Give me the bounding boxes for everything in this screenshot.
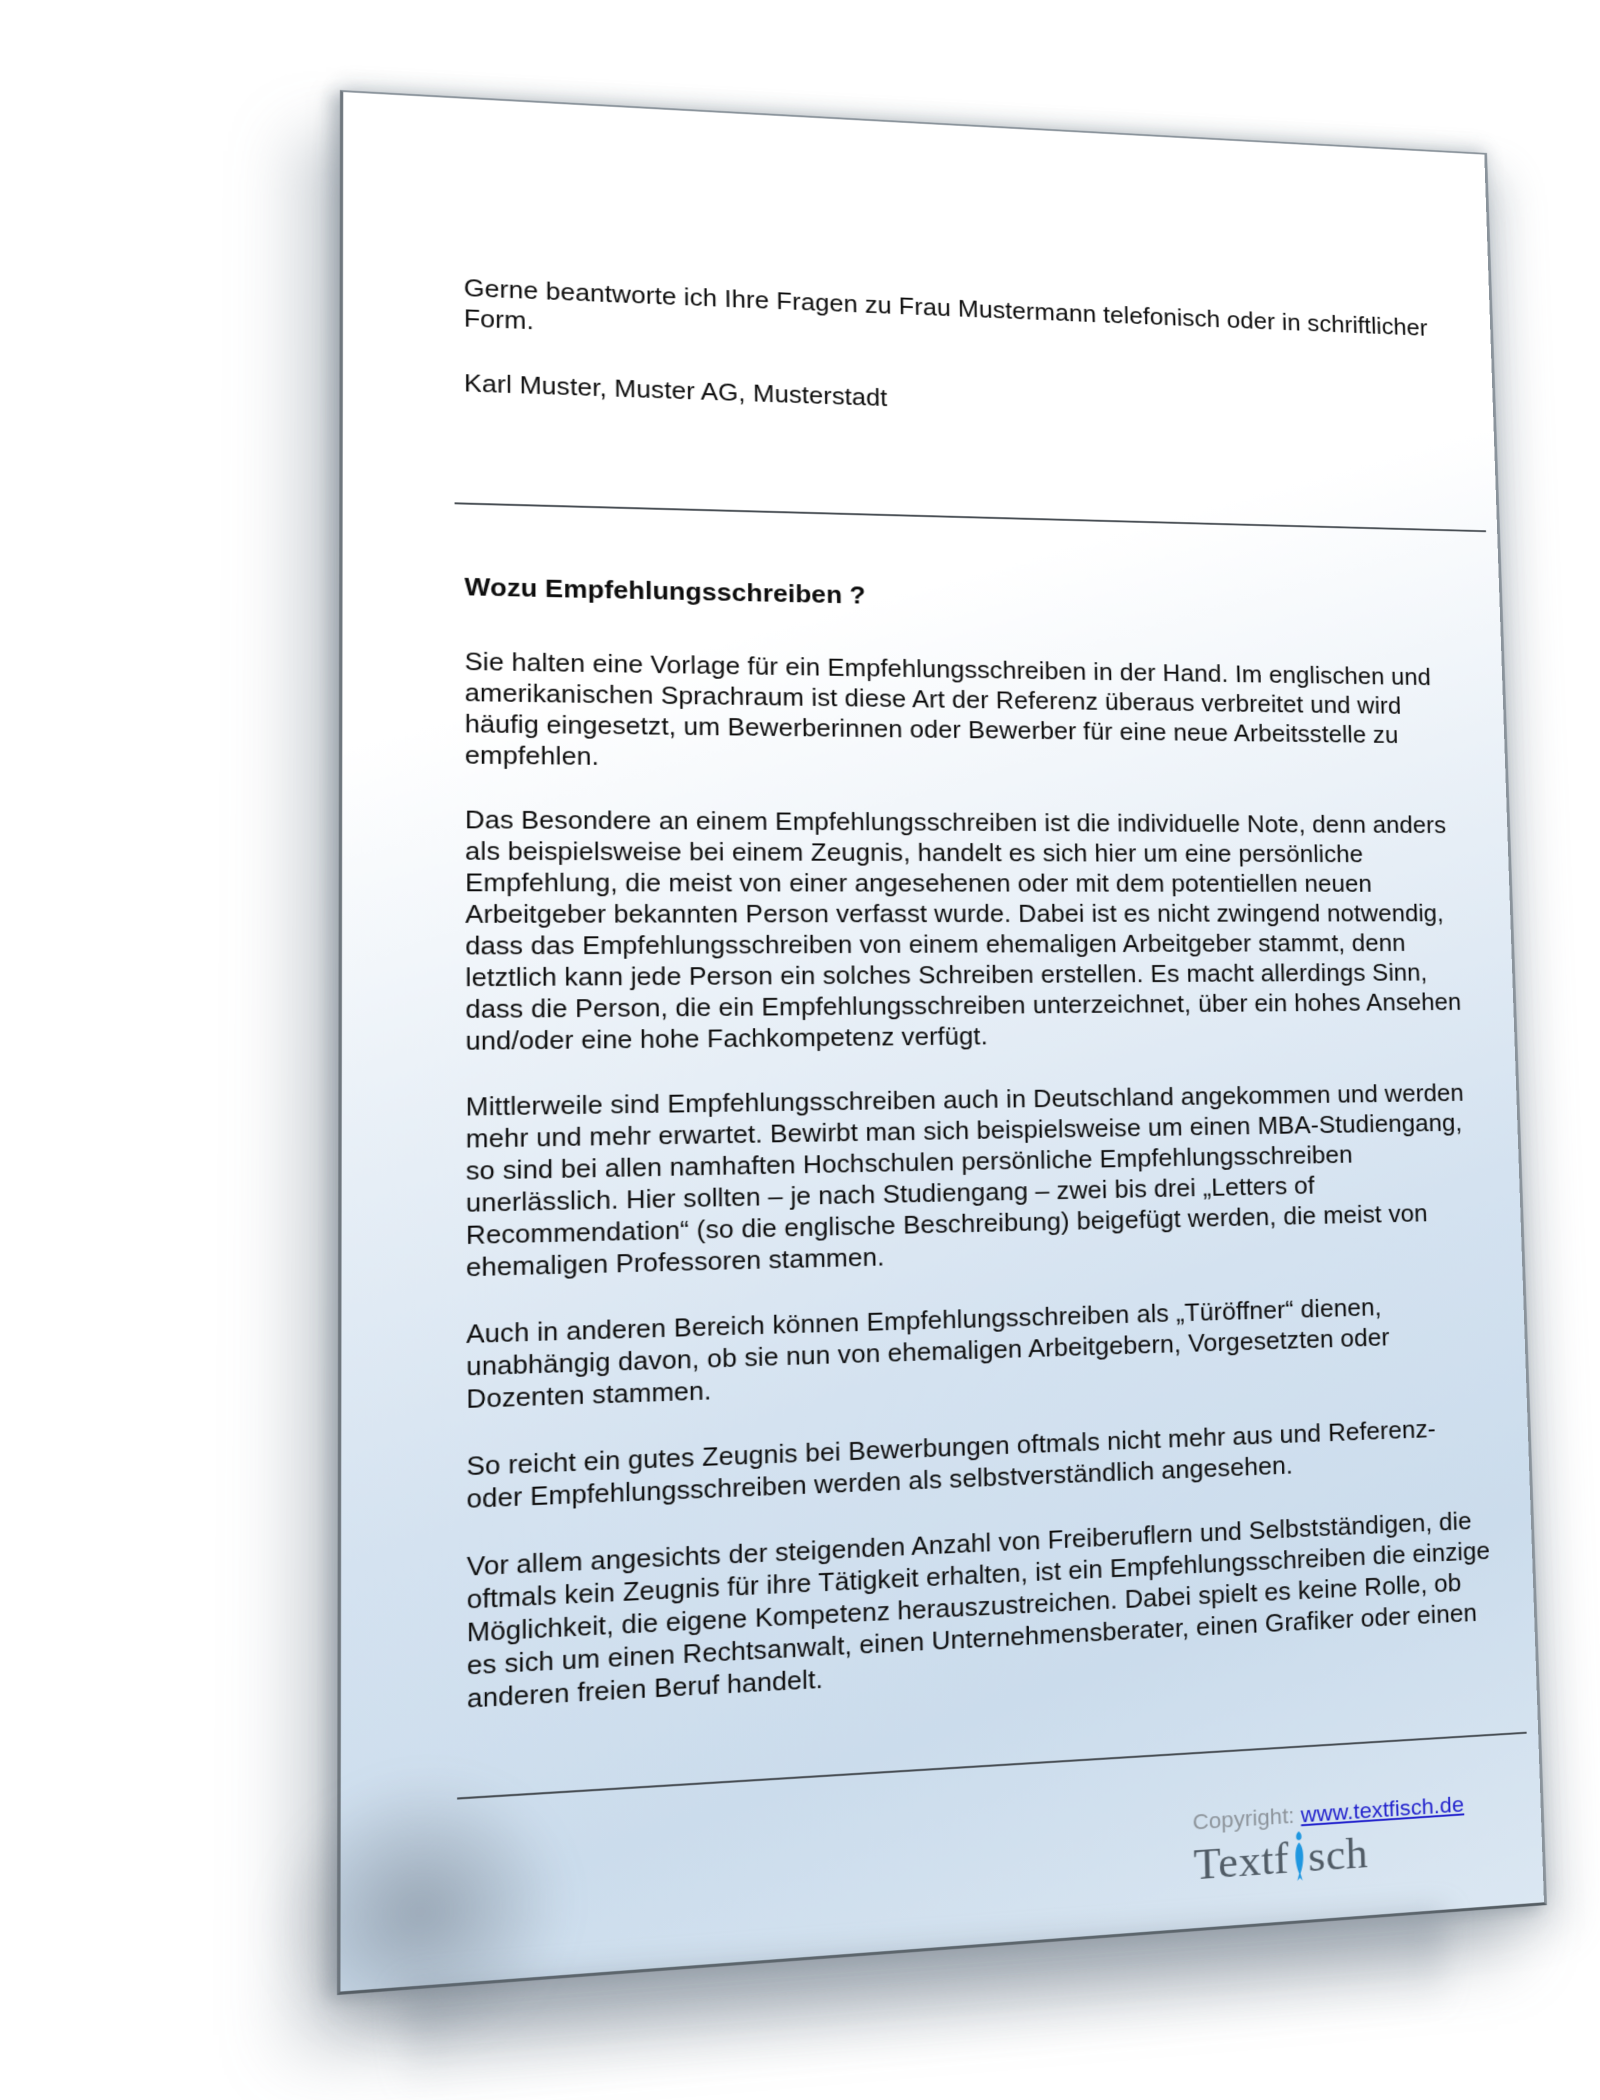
document-content [464,273,1510,1953]
paragraph-1: Sie halten eine Vorlage für ein Empfehlungsschreiben in der Hand. Im englischen und amerikanischen Sprachraum ist diese Art der Referenz überaus verbreitet und wird häufig eingesetzt, um Bewerberinnen oder Bewerber für eine neue Arbeitsstelle zu empfehlen. [464,648,1432,771]
signature-line: Karl Muster, Muster AG, Musterstadt [463,370,888,412]
section-heading: Wozu Empfehlungsschreiben ? [464,573,866,610]
footer-brand-block [1192,1791,1466,1901]
logo-text-prefix: Textf [1193,1834,1290,1890]
logo-text-suffix: sch [1307,1828,1369,1882]
fish-icon [1290,1829,1308,1894]
separator-rule-bottom [457,1732,1527,1800]
paragraph-6: Vor allem angesichts der steigenden Anzahl von Freiberuflern und Selbstständigen, die oftmals kein Zeugnis für ihre Tätigkeit erhalten, ist ein Empfehlungsschreiben die einzige Möglichkeit, die eigene Kompetenz herauszustreichen. Dabei spielt es keine Rolle, ob es sich um einen Rechtsanwalt, einen Unternehmensberater, einen Grafiker oder einen anderen freien Beruf handelt. [466,1507,1491,1714]
paragraph-4: Auch in anderen Bereich können Empfehlungsschreiben als „Türöffner“ dienen, unabhängig davon, ob sie nun von ehemaligen Arbeitgebern, Vorgesetzten oder Dozenten stammen. [466,1294,1390,1415]
textfisch-link[interactable]: www.textfisch.de [1300,1791,1465,1828]
page-footer [467,1788,1510,1954]
paragraph-2: Das Besondere an einem Empfehlungsschreiben ist die individuelle Note, denn anders als beispielsweise bei einem Zeugnis, handelt es sich hier um eine persönliche Empfehlung, die meist von einer angesehenen oder mit dem potentiellen neuen Arbeitgeber bekannten Person verfasst wurde. Dabei ist es nicht zwingend notwendig, dass das Empfehlungsschreiben von einem ehemaligen Arbeitgeber stammt, denn letztlich kann jede Person ein solches Schreiben erstellen. Es macht allerdings Sinn, dass die Person, die ein Empfehlungsschreiben unterzeichnet, über ein hohes Ansehen und/oder eine hohe Fachkompetenz verfügt. [464,806,1462,1056]
copyright-label: Copyright: [1192,1803,1295,1835]
document-page [337,90,1547,1995]
closing-paragraph: Gerne beantworte ich Ihre Fragen zu Frau Mustermann telefonisch oder in schriftlicher Form. [463,275,1429,342]
paragraph-5: So reicht ein gutes Zeugnis bei Bewerbungen oftmals nicht mehr aus und Referenz- oder Empfehlungsschreiben werden als selbstverständlich angesehen. [466,1415,1437,1515]
paragraph-3: Mittlerweile sind Empfehlungsschreiben auch in Deutschland angekommen und werden mehr und mehr erwartet. Bewirbt man sich beispielsweise um einen MBA-Studiengang, so sind bei allen namhaften Hochschulen persönliche Empfehlungsschreiben unerlässlich. Hier sollten – je nach Studiengang – zwei bis drei „Letters of Recommendation“ (so die englische Beschreibung) beigefügt werden, die meist von ehemaligen Professoren stammen. [465,1080,1465,1283]
separator-rule-top [455,502,1486,532]
